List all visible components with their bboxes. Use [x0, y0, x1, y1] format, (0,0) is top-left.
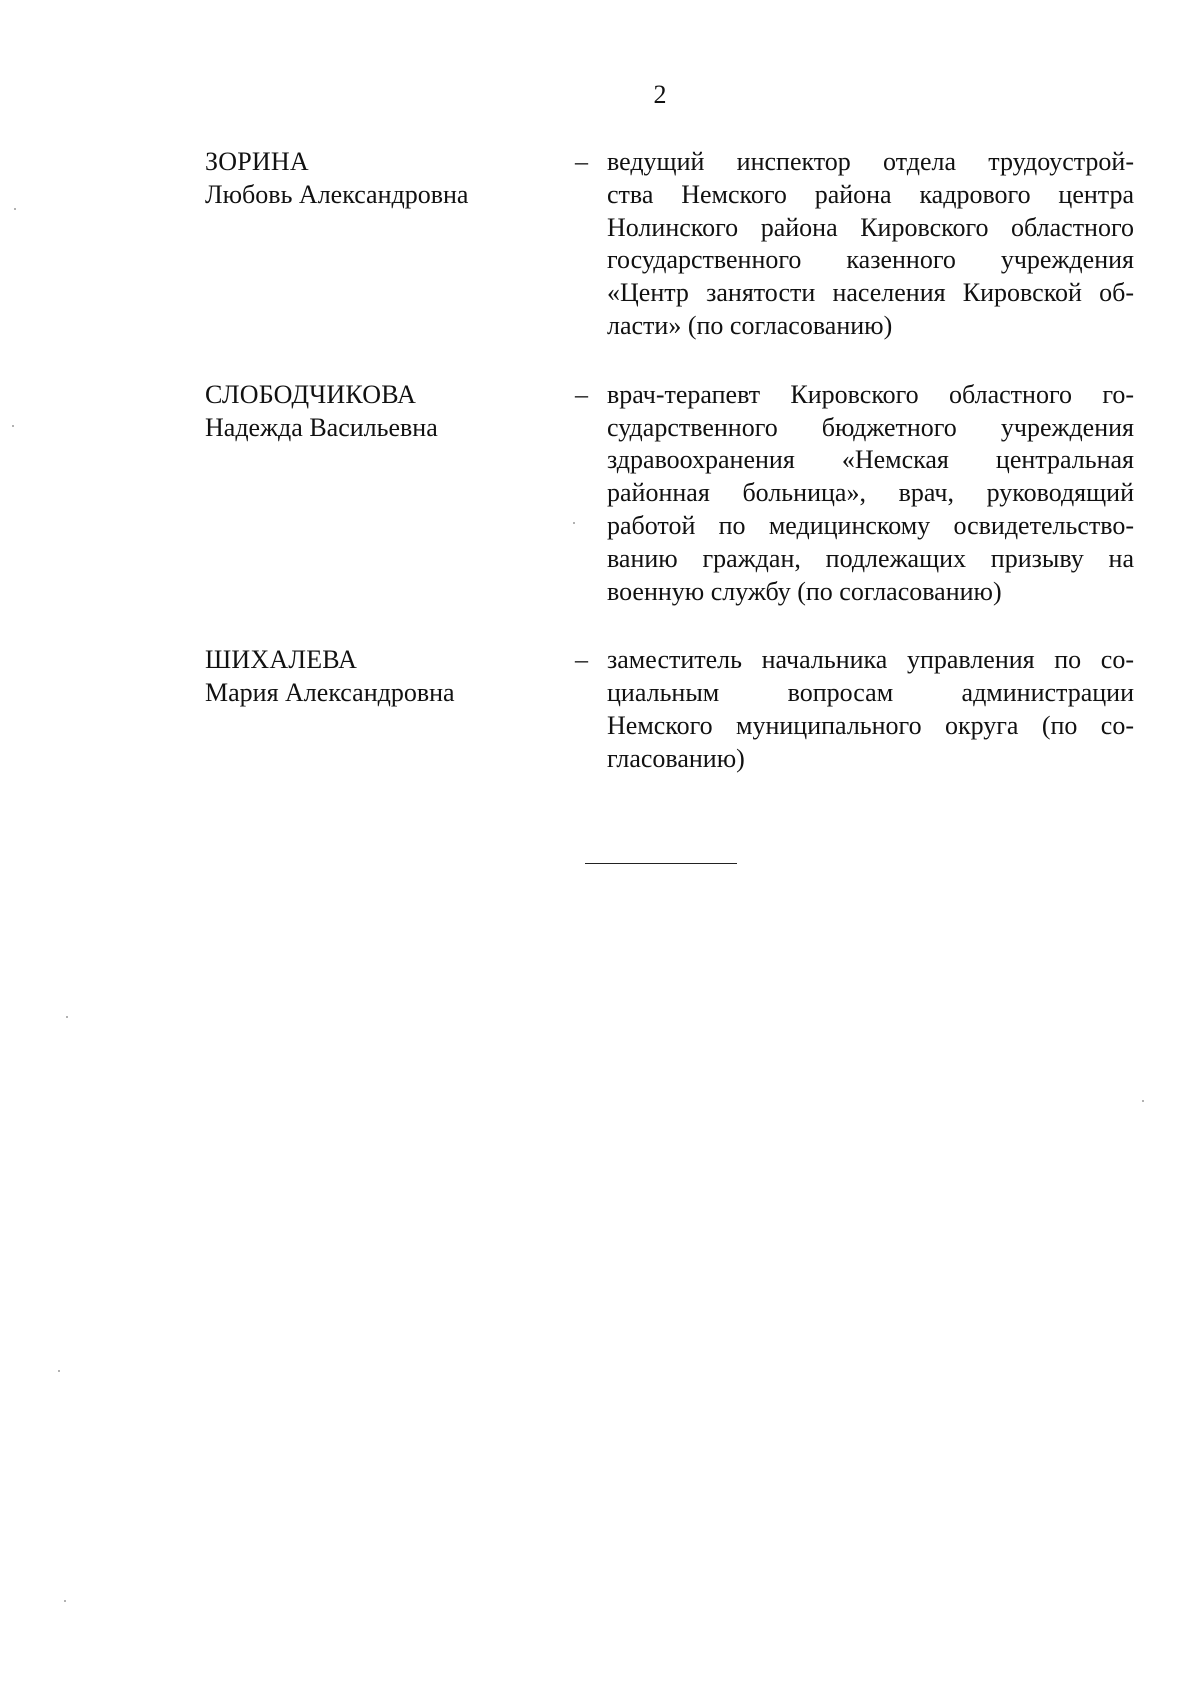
closing-rule: [585, 863, 737, 864]
scan-speck: [58, 1370, 60, 1372]
position-line: гласованию): [607, 743, 745, 773]
member-surname: ЗОРИНА: [205, 147, 309, 176]
position-line: сударственного бюджетного учреждения: [607, 412, 1134, 442]
position-line: заместитель начальника управления по со-: [607, 645, 1134, 675]
position-line: военную службу (по согласованию): [607, 576, 1002, 606]
member-given-names: Любовь Александровна: [205, 179, 469, 209]
member-position: [607, 379, 1134, 609]
position-line: ванию граждан, подлежащих призыву на: [607, 543, 1134, 573]
member-position: [607, 644, 1134, 775]
position-line: «Центр занятости населения Кировской об-: [607, 278, 1134, 308]
entry-dash: –: [575, 147, 588, 176]
position-line: работой по медицинскому освидетельство-: [607, 510, 1134, 540]
page-number: 2: [653, 80, 667, 109]
position-line: врач-терапевт Кировского областного го-: [607, 379, 1134, 409]
scan-speck: [66, 1016, 68, 1018]
position-line: государственного казенного учреждения: [607, 245, 1134, 275]
member-entry: [0, 644, 1200, 775]
position-line: районная больница», врач, руководящий: [607, 478, 1134, 508]
member-surname: СЛОБОДЧИКОВА: [205, 379, 417, 409]
member-given-names: Мария Александровна: [205, 678, 455, 708]
position-line: циальным вопросам администрации: [607, 678, 1134, 708]
scan-speck: [64, 1600, 66, 1602]
member-name: [205, 379, 575, 445]
entry-dash: –: [575, 379, 588, 409]
position-line: ласти» (по согласованию): [607, 310, 893, 340]
member-name: [205, 146, 575, 212]
entry-dash: –: [575, 645, 588, 675]
member-list: [0, 146, 1200, 812]
position-line: Немского муниципального округа (по со-: [607, 710, 1134, 740]
scan-speck: [1142, 1100, 1144, 1102]
position-line: ведущий инспектор отдела трудоустрой-: [607, 147, 1134, 176]
position-line: Нолинского района Кировского областного: [607, 212, 1134, 242]
member-surname: ШИХАЛЕВА: [205, 645, 358, 675]
position-line: ства Немского района кадрового центра: [607, 179, 1134, 209]
scan-speck: [12, 425, 14, 427]
member-entry: [0, 379, 1200, 609]
scan-speck: [573, 522, 575, 524]
scan-speck: [14, 208, 16, 210]
member-entry: [0, 146, 1200, 343]
member-given-names: Надежда Васильевна: [205, 412, 438, 442]
position-line: здравоохранения «Немская центральная: [607, 445, 1134, 475]
member-position: [607, 146, 1134, 343]
member-name: [205, 644, 575, 710]
